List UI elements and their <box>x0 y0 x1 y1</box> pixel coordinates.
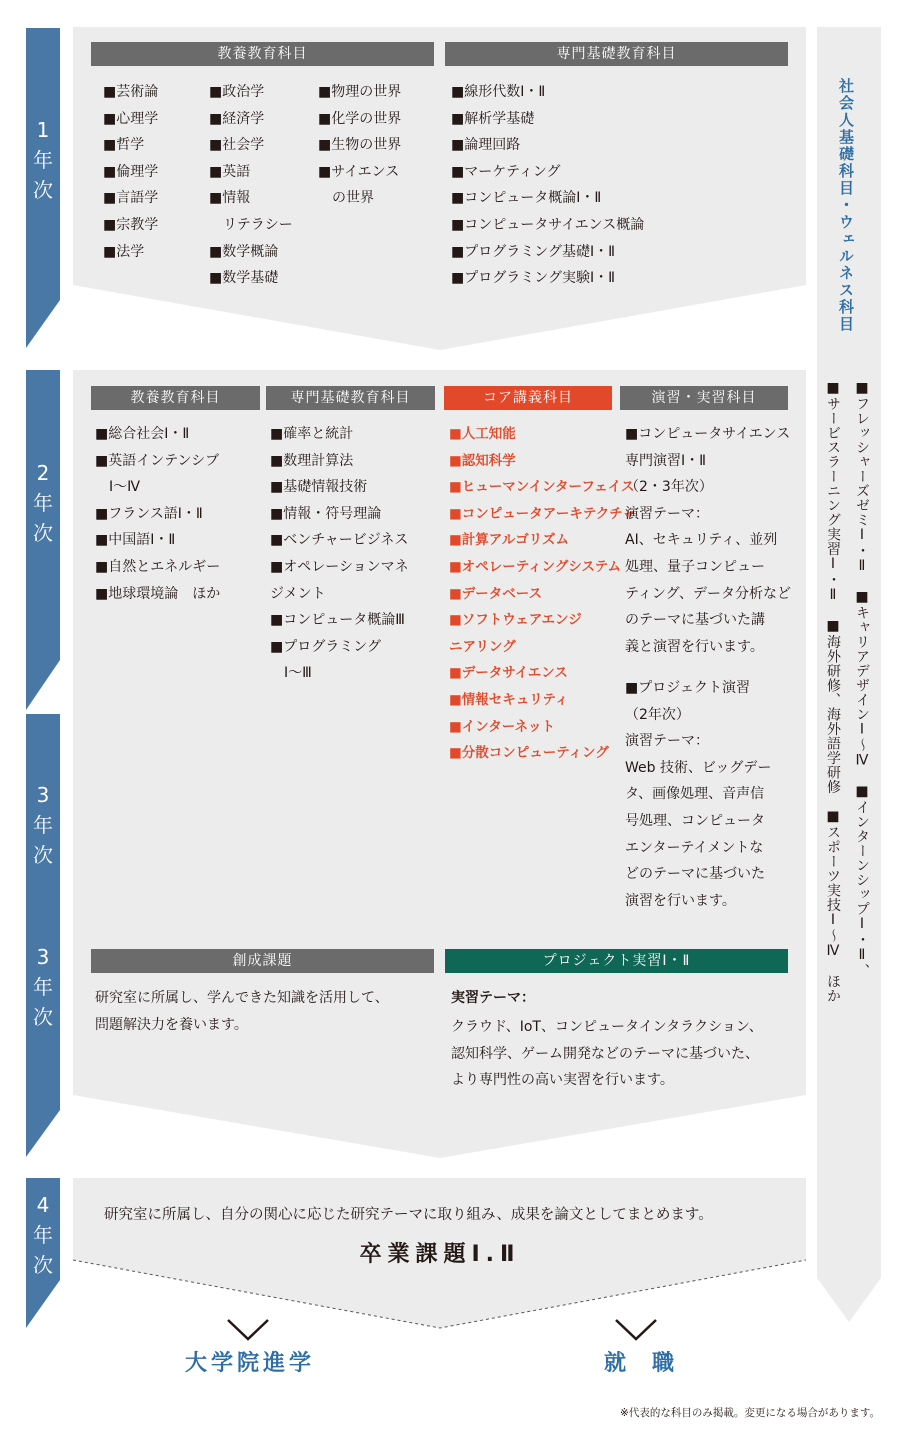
year1-basic-header: 専門基礎教育科目 <box>445 42 788 66</box>
creation-description <box>95 985 389 1038</box>
project-theme-label: 実習テーマ： <box>451 990 535 1006</box>
list-item: ■地球環境論 ほか <box>95 585 221 602</box>
footnote: ※代表的な科目のみ掲載。変更になる場合があります。 <box>620 1407 880 1419</box>
list-item: ■生物の世界 <box>318 137 402 154</box>
list-item: ■哲学 <box>103 137 145 154</box>
list-item: ティング、データ分析など <box>625 585 792 602</box>
list-item: ■法学 <box>103 243 145 260</box>
year1-label: 1 年 次 <box>33 118 53 202</box>
text-line: 研究室に所属し、学んできた知識を活用して、 <box>95 990 389 1006</box>
core-list-item: ■コンピュータアーキテクチャ <box>449 505 636 522</box>
list-item: ■オペレーションマネ <box>270 558 409 575</box>
list-item: ジメント <box>270 585 326 602</box>
list-item: ■確率と統計 <box>270 426 354 442</box>
outcome-employment: 就 職 <box>603 1351 676 1376</box>
list-item: 演習テーマ： <box>625 505 709 522</box>
year4-description: 研究室に所属し、自分の関心に応じた研究テーマに取り組み、成果を論文としてまとめます。 <box>104 1207 713 1223</box>
core-list-item: ■オペレーティングシステム <box>449 558 622 575</box>
list-item: ■情報・符号理論 <box>270 505 382 522</box>
list-item: ■宗教学 <box>103 216 159 233</box>
list-item: ■心理学 <box>103 110 159 127</box>
list-item: 専門演習Ⅰ・Ⅱ <box>625 452 707 469</box>
list-item: ■経済学 <box>209 110 265 127</box>
right-column-title: 社会人基礎科目・ウェルネス科目 <box>837 78 855 333</box>
list-item: ■フランス語Ⅰ・Ⅱ <box>95 505 203 522</box>
year2-label: 2 年 次 <box>33 461 53 545</box>
year1-panel <box>73 27 806 350</box>
core-list-item: ■分散コンピューティング <box>449 745 609 762</box>
year3-label-b: 3 年 次 <box>33 945 53 1029</box>
list-item: エンターテイメントな <box>625 839 764 856</box>
list-item: ■情報 <box>209 190 251 207</box>
list-item: の世界 <box>318 190 374 207</box>
year23-practice-list2 <box>625 675 771 914</box>
year23-general-list <box>95 421 220 607</box>
right-column-line2: ■サービスラーニング実習Ⅰ・Ⅱ ■海外研修、海外語学研修 ■スポーツ実技Ⅰ～Ⅳ ほか <box>825 380 841 1003</box>
year23-practice-list1 <box>625 421 791 660</box>
text-line: 問題解決力を養います。 <box>95 1016 248 1033</box>
list-item: ■コンピュータ概論Ⅲ <box>270 612 405 629</box>
list-item: ■数学概論 <box>209 243 279 260</box>
list-item: ■化学の世界 <box>318 110 402 127</box>
text-line: 認知科学、ゲーム開発などのテーマに基づいた、 <box>451 1045 759 1062</box>
list-item: ■ベンチャービジネス <box>270 532 409 549</box>
list-item: 号処理、コンピュータ <box>625 812 765 829</box>
list-item: ■プログラミング実験Ⅰ・Ⅱ <box>451 270 615 287</box>
thesis-title: 卒業課題Ⅰ.Ⅱ <box>359 1242 521 1267</box>
list-item: ■コンピュータサイエンス概論 <box>451 216 645 233</box>
list-item: ■プログラミング <box>270 638 381 655</box>
list-item: ■線形代数Ⅰ・Ⅱ <box>451 84 546 100</box>
year1-basic-list <box>451 79 644 292</box>
list-item: ■政治学 <box>209 84 265 100</box>
list-item: 義と演習を行います。 <box>625 638 764 655</box>
list-item: ■プロジェクト演習 <box>625 680 750 696</box>
core-list-item: ■計算アルゴリズム <box>449 532 569 549</box>
year23-basic-header: 専門基礎教育科目 <box>266 386 435 410</box>
core-list-item: ■インターネット <box>449 718 556 735</box>
list-item: ■物理の世界 <box>318 84 402 100</box>
list-item: リテラシー <box>209 216 293 233</box>
creation-header: 創成課題 <box>91 949 434 973</box>
list-item: 処理、量子コンピュー <box>625 558 765 575</box>
year23-core-header: コア講義科目 <box>444 386 612 410</box>
list-item: ■解析学基礎 <box>451 110 535 127</box>
core-list-item: ■情報セキュリティ <box>449 691 569 708</box>
list-item: ■プログラミング基礎Ⅰ・Ⅱ <box>451 243 615 260</box>
core-list-item: ■ヒューマンインターフェイス <box>449 479 635 496</box>
list-item: のテーマに基づいた講 <box>625 612 765 629</box>
list-item: ■言語学 <box>103 190 159 207</box>
core-list-item: ■人工知能 <box>449 426 516 442</box>
list-item: ■コンピュータサイエンス <box>625 426 791 442</box>
list-item: ■サイエンス <box>318 163 400 180</box>
list-item: Ⅰ～Ⅲ <box>270 665 312 682</box>
list-item: 演習を行います。 <box>625 892 736 909</box>
year1-general-col2 <box>209 79 293 292</box>
list-item: ■中国語Ⅰ・Ⅱ <box>95 532 176 549</box>
core-list-item: ■認知科学 <box>449 452 516 469</box>
list-item: ■基礎情報技術 <box>270 479 368 496</box>
list-item: ■数学基礎 <box>209 270 279 287</box>
outcome-grad-school: 大学院進学 <box>184 1351 315 1376</box>
core-list-item: ■データサイエンス <box>449 665 568 682</box>
list-item: 演習テーマ： <box>625 733 709 750</box>
year1-general-col3 <box>318 79 401 212</box>
list-item: （2年次） <box>625 706 690 723</box>
core-list-item: ■データベース <box>449 585 543 602</box>
list-item: Ⅰ～Ⅳ <box>95 479 141 496</box>
year1-general-header: 教養教育科目 <box>91 42 434 66</box>
year23-basic-list <box>270 421 409 687</box>
year3-label-a: 3 年 次 <box>33 783 53 867</box>
list-item: Web 技術、ビッグデー <box>625 759 772 776</box>
list-item: （2・3年次） <box>625 479 713 496</box>
chevron-down-icon-right <box>613 1317 659 1343</box>
list-item: ■社会学 <box>209 137 265 154</box>
list-item: ■コンピュータ概論Ⅰ・Ⅱ <box>451 190 602 207</box>
list-item: タ、画像処理、音声信 <box>625 786 765 803</box>
chevron-down-icon-left <box>225 1317 271 1343</box>
list-item: ■論理回路 <box>451 137 521 154</box>
list-item: AI、セキュリティ、並列 <box>625 532 778 549</box>
project-description <box>451 1014 763 1094</box>
right-column-line1: ■フレッシャーズゼミⅠ・Ⅱ ■キャリアデザインⅠ～Ⅳ ■インターンシップⅠ・Ⅱ、 <box>854 380 870 978</box>
year1-general-col1 <box>103 79 158 265</box>
year4-label: 4 年 次 <box>33 1193 53 1277</box>
list-item: どのテーマに基づいた <box>625 866 765 883</box>
list-item: ■英語インテンシブ <box>95 452 220 469</box>
year23-practice-header: 演習・実習科目 <box>620 386 788 410</box>
list-item: ■マーケティング <box>451 163 561 180</box>
text-line: より専門性の高い実習を行います。 <box>451 1072 674 1089</box>
year23-core-list <box>449 421 636 767</box>
list-item: ■芸術論 <box>103 84 159 100</box>
list-item: ■数理計算法 <box>270 452 354 469</box>
core-list-item: ニアリング <box>449 638 516 655</box>
core-list-item: ■ソフトウェアエンジ <box>449 612 582 629</box>
list-item: ■総合社会Ⅰ・Ⅱ <box>95 426 190 442</box>
list-item: ■倫理学 <box>103 163 159 180</box>
year23-general-header: 教養教育科目 <box>91 386 260 410</box>
text-line: クラウド、IoT、コンピュータインタラクション、 <box>451 1019 763 1035</box>
list-item: ■英語 <box>209 163 251 180</box>
project-header: プロジェクト実習Ⅰ・Ⅱ <box>445 949 788 973</box>
list-item: ■自然とエネルギー <box>95 558 221 575</box>
